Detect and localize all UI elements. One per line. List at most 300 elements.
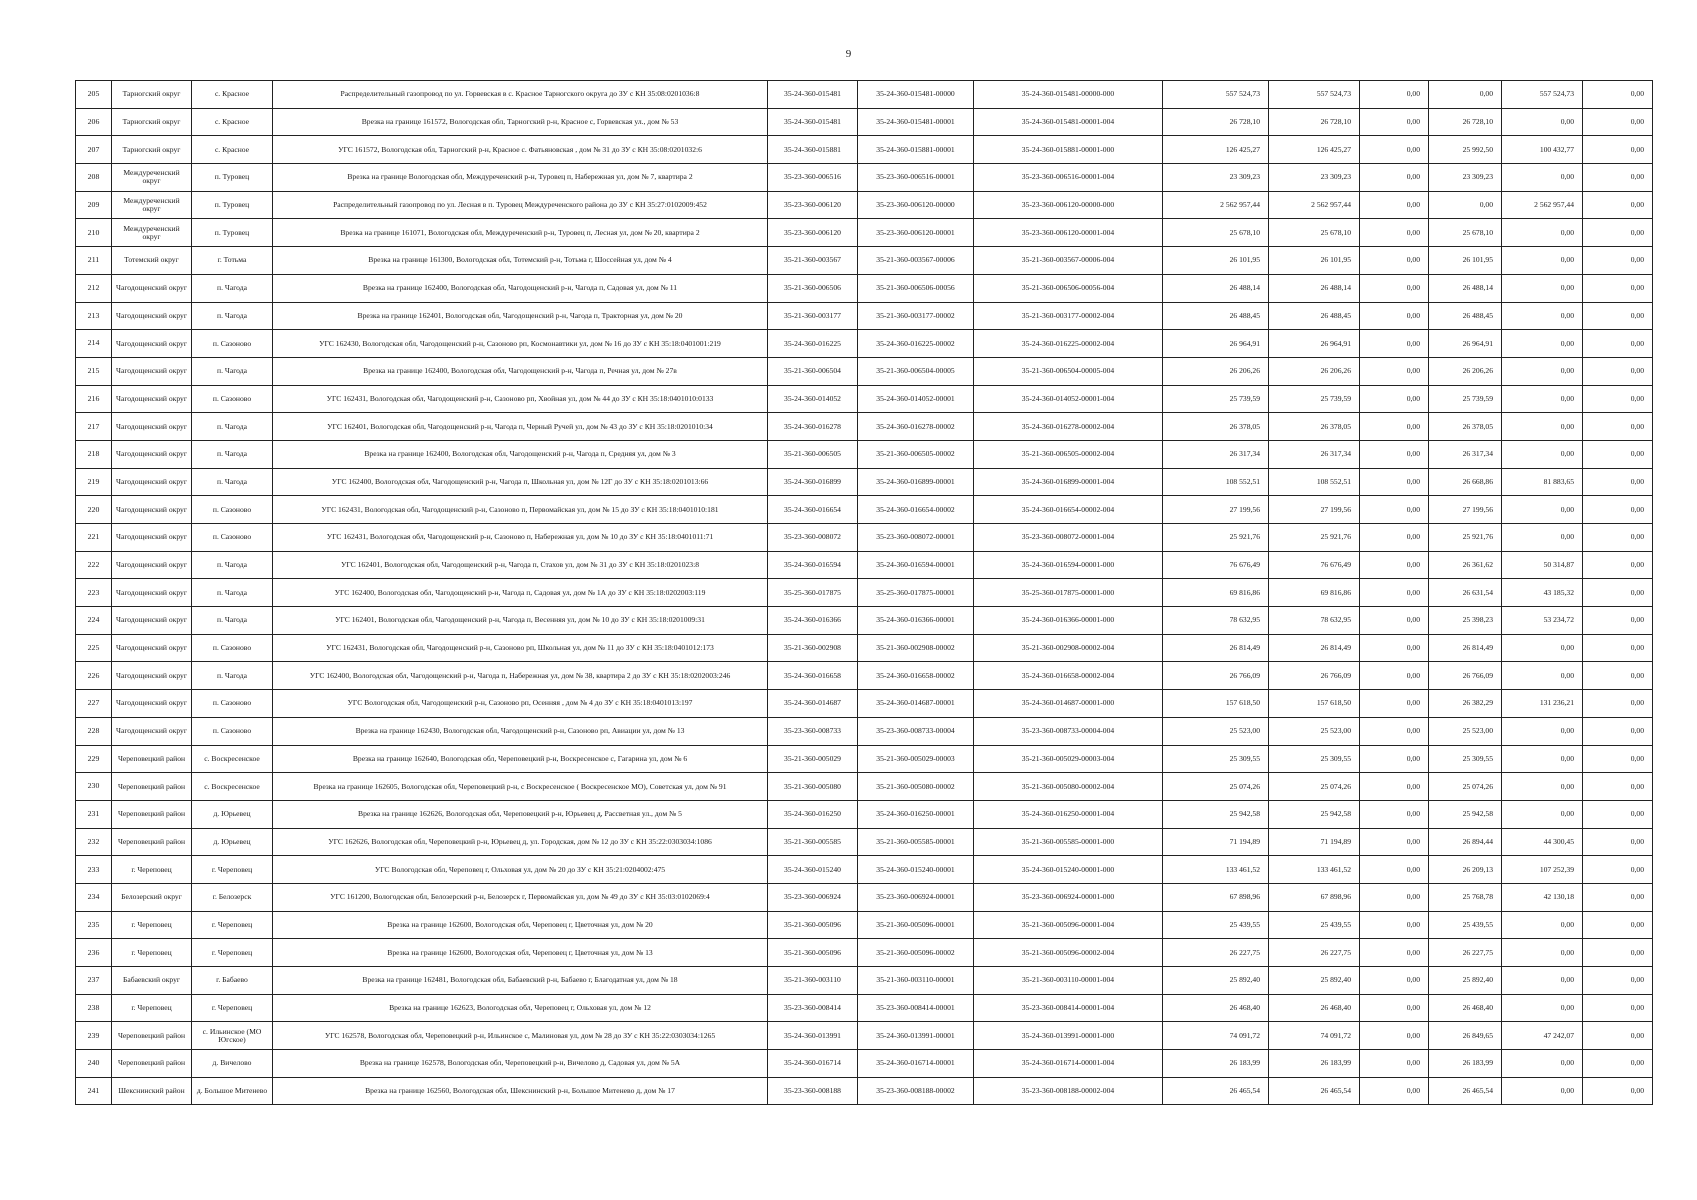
cell-inventory-code: 35-24-360-014687-00001-000 [974,690,1163,718]
cell-amount-col-6: 0,00 [1583,800,1653,828]
cell-amount-col-5: 2 562 957,44 [1502,191,1583,219]
cell-district: Чагодощенский округ [112,690,192,718]
cell-amount-col-3: 0,00 [1360,883,1429,911]
cell-district: Тарногский округ [112,136,192,164]
cell-settlement: с. Красное [192,81,273,109]
cell-settlement: п. Чагода [192,579,273,607]
cell-amount-col-2: 25 439,55 [1269,911,1360,939]
cell-amount-col-5: 557 524,73 [1502,81,1583,109]
cell-inventory-code: 35-24-360-016654-00002-004 [974,496,1163,524]
cell-district: Белозерский округ [112,883,192,911]
cell-amount-col-6: 0,00 [1583,468,1653,496]
cell-row-number: 208 [76,164,112,192]
cell-amount-col-4: 26 894,44 [1429,828,1502,856]
cell-object-description: УГС 162578, Вологодская обл, Череповецкий р-н, Ильинское с, Малиновая ул, дом № 28 до ЗУ с КН 35:22:0303034:1265 [273,1022,768,1050]
cell-object-code: 35-24-360-016366 [768,607,858,635]
cell-district: Череповецкий район [112,828,192,856]
cell-amount-total: 557 524,73 [1163,81,1269,109]
cell-settlement: г. Череповец [192,856,273,884]
cell-object-description: Врезка на границе 162401, Вологодская обл, Чагодощенский р-н, Чагода п, Тракторная ул, дом № 20 [273,302,768,330]
cell-object-code: 35-24-360-014687 [768,690,858,718]
cell-object-code: 35-24-360-016714 [768,1050,858,1078]
table-row [76,967,1653,995]
cell-settlement: г. Череповец [192,994,273,1022]
cell-amount-col-4: 26 209,13 [1429,856,1502,884]
cell-object-description: Врезка на границе Вологодская обл, Междуреченский р-н, Туровец п, Набережная ул, дом № 7, квартира 2 [273,164,768,192]
registry-table-body [76,81,1653,1105]
cell-inventory-code: 35-23-360-008188-00002-004 [974,1077,1163,1105]
table-row [76,662,1653,690]
cell-settlement: с. Красное [192,108,273,136]
cell-amount-col-5: 0,00 [1502,164,1583,192]
cell-inventory-code: 35-24-360-015481-00001-004 [974,108,1163,136]
cell-row-number: 219 [76,468,112,496]
cell-object-description: УГС 162431, Вологодская обл, Чагодощенский р-н, Сазоново п, Набережная ул, дом № 10 до ЗУ с КН 35:18:0401011:71 [273,524,768,552]
cell-amount-col-3: 0,00 [1360,496,1429,524]
cell-inventory-code: 35-21-360-005096-00002-004 [974,939,1163,967]
cell-amount-col-4: 26 814,49 [1429,634,1502,662]
cell-settlement: с. Красное [192,136,273,164]
cell-amount-col-2: 26 317,34 [1269,440,1360,468]
cell-amount-col-4: 26 378,05 [1429,413,1502,441]
cell-asset-code: 35-23-360-008414-00001 [858,994,974,1022]
cell-object-code: 35-21-360-005096 [768,911,858,939]
cell-district: Череповецкий район [112,773,192,801]
table-row [76,883,1653,911]
cell-amount-col-5: 47 242,07 [1502,1022,1583,1050]
cell-object-code: 35-21-360-006506 [768,274,858,302]
cell-amount-col-3: 0,00 [1360,440,1429,468]
cell-object-description: УГС 162400, Вологодская обл, Чагодощенский р-н, Чагода п, Набережная ул, дом № 38, квартира 2 до ЗУ с КН 35:18:0202003:246 [273,662,768,690]
cell-amount-col-2: 25 942,58 [1269,800,1360,828]
cell-amount-total: 133 461,52 [1163,856,1269,884]
cell-amount-col-3: 0,00 [1360,302,1429,330]
cell-amount-col-3: 0,00 [1360,357,1429,385]
cell-amount-col-5: 81 883,65 [1502,468,1583,496]
table-row [76,108,1653,136]
cell-amount-col-2: 26 814,49 [1269,634,1360,662]
cell-settlement: п. Чагода [192,551,273,579]
cell-settlement: д. Юрьевец [192,828,273,856]
cell-inventory-code: 35-23-360-006120-00001-004 [974,219,1163,247]
cell-amount-col-6: 0,00 [1583,164,1653,192]
cell-row-number: 214 [76,330,112,358]
cell-amount-col-5: 0,00 [1502,108,1583,136]
cell-asset-code: 35-23-360-006516-00001 [858,164,974,192]
cell-amount-col-2: 126 425,27 [1269,136,1360,164]
cell-amount-col-6: 0,00 [1583,330,1653,358]
cell-object-code: 35-21-360-006504 [768,357,858,385]
cell-object-description: УГС 162431, Вологодская обл, Чагодощенский р-н, Сазоново п, Первомайская ул, дом № 15 до ЗУ с КН 35:18:0401010:181 [273,496,768,524]
cell-amount-col-2: 69 816,86 [1269,579,1360,607]
cell-amount-total: 26 183,99 [1163,1050,1269,1078]
cell-settlement: п. Сазоново [192,496,273,524]
cell-amount-col-6: 0,00 [1583,911,1653,939]
cell-amount-col-5: 53 234,72 [1502,607,1583,635]
cell-object-code: 35-24-360-016899 [768,468,858,496]
cell-inventory-code: 35-21-360-003110-00001-004 [974,967,1163,995]
cell-amount-col-2: 71 194,89 [1269,828,1360,856]
cell-object-code: 35-21-360-006505 [768,440,858,468]
cell-amount-col-5: 0,00 [1502,440,1583,468]
cell-amount-total: 2 562 957,44 [1163,191,1269,219]
cell-settlement: п. Чагода [192,607,273,635]
cell-amount-total: 26 488,45 [1163,302,1269,330]
cell-object-code: 35-23-360-006120 [768,219,858,247]
cell-object-description: УГС 162431, Вологодская обл, Чагодощенский р-н, Сазоново рп, Хвойная ул, дом № 44 до ЗУ с КН 35:18:0401010:0133 [273,385,768,413]
cell-row-number: 228 [76,717,112,745]
cell-asset-code: 35-21-360-006504-00005 [858,357,974,385]
cell-amount-col-4: 26 964,91 [1429,330,1502,358]
cell-row-number: 237 [76,967,112,995]
cell-asset-code: 35-24-360-015481-00000 [858,81,974,109]
cell-asset-code: 35-23-360-008072-00001 [858,524,974,552]
cell-amount-col-6: 0,00 [1583,274,1653,302]
cell-row-number: 240 [76,1050,112,1078]
cell-object-description: Врезка на границе 162600, Вологодская обл, Череповец г, Цветочная ул, дом № 13 [273,939,768,967]
cell-object-description: УГС 162400, Вологодская обл, Чагодощенский р-н, Чагода п, Садовая ул, дом № 1А до ЗУ с КН 35:18:0202003:119 [273,579,768,607]
cell-amount-col-6: 0,00 [1583,745,1653,773]
cell-settlement: г. Тотьма [192,247,273,275]
cell-object-code: 35-24-360-014052 [768,385,858,413]
cell-amount-col-4: 25 739,59 [1429,385,1502,413]
cell-district: Тарногский округ [112,81,192,109]
cell-district: Чагодощенский округ [112,385,192,413]
cell-object-code: 35-23-360-006924 [768,883,858,911]
cell-amount-col-5: 0,00 [1502,524,1583,552]
table-row [76,800,1653,828]
table-row [76,136,1653,164]
cell-amount-col-3: 0,00 [1360,967,1429,995]
cell-settlement: п. Туровец [192,164,273,192]
cell-object-code: 35-21-360-005585 [768,828,858,856]
cell-amount-col-2: 25 892,40 [1269,967,1360,995]
cell-amount-col-2: 26 206,26 [1269,357,1360,385]
cell-amount-total: 25 942,58 [1163,800,1269,828]
cell-amount-col-6: 0,00 [1583,413,1653,441]
cell-amount-col-4: 26 317,34 [1429,440,1502,468]
cell-row-number: 230 [76,773,112,801]
table-row [76,690,1653,718]
cell-district: Тотемский округ [112,247,192,275]
cell-object-code: 35-23-360-008072 [768,524,858,552]
cell-inventory-code: 35-23-360-008414-00001-004 [974,994,1163,1022]
cell-district: г. Череповец [112,994,192,1022]
cell-asset-code: 35-24-360-014687-00001 [858,690,974,718]
cell-amount-col-3: 0,00 [1360,219,1429,247]
cell-object-code: 35-24-360-016658 [768,662,858,690]
cell-object-code: 35-25-360-017875 [768,579,858,607]
cell-object-description: УГС Вологодская обл, Чагодощенский р-н, Сазоново рп, Осенняя , дом № 4 до ЗУ с КН 35:18:0401013:197 [273,690,768,718]
cell-amount-col-4: 0,00 [1429,191,1502,219]
cell-amount-col-5: 0,00 [1502,773,1583,801]
cell-asset-code: 35-24-360-016714-00001 [858,1050,974,1078]
cell-amount-col-6: 0,00 [1583,662,1653,690]
cell-settlement: п. Чагода [192,662,273,690]
cell-inventory-code: 35-23-360-008733-00004-004 [974,717,1163,745]
cell-row-number: 234 [76,883,112,911]
cell-row-number: 239 [76,1022,112,1050]
cell-amount-col-2: 157 618,50 [1269,690,1360,718]
cell-amount-col-2: 26 227,75 [1269,939,1360,967]
cell-settlement: г. Бабаево [192,967,273,995]
cell-inventory-code: 35-24-360-015240-00001-000 [974,856,1163,884]
cell-row-number: 222 [76,551,112,579]
table-row [76,468,1653,496]
cell-object-code: 35-23-360-008733 [768,717,858,745]
cell-settlement: д. Вичелово [192,1050,273,1078]
cell-inventory-code: 35-24-360-016225-00002-004 [974,330,1163,358]
cell-amount-col-4: 26 728,10 [1429,108,1502,136]
cell-amount-col-5: 0,00 [1502,911,1583,939]
cell-asset-code: 35-24-360-016225-00002 [858,330,974,358]
cell-amount-total: 26 101,95 [1163,247,1269,275]
cell-settlement: п. Сазоново [192,524,273,552]
cell-inventory-code: 35-23-360-006516-00001-004 [974,164,1163,192]
cell-row-number: 241 [76,1077,112,1105]
cell-object-description: Врезка на границе 162400, Вологодская обл, Чагодощенский р-н, Чагода п, Садовая ул, дом № 11 [273,274,768,302]
cell-settlement: п. Чагода [192,440,273,468]
cell-inventory-code: 35-21-360-006505-00002-004 [974,440,1163,468]
cell-amount-total: 25 678,10 [1163,219,1269,247]
cell-object-description: УГС 161200, Вологодская обл, Белозерский р-н, Белозерск г, Первомайская ул, дом № 49 до ЗУ с КН 35:03:0102069:4 [273,883,768,911]
cell-row-number: 238 [76,994,112,1022]
cell-object-description: Врезка на границе 162430, Вологодская обл, Чагодощенский р-н, Сазоново рп, Авиации ул, дом № 13 [273,717,768,745]
cell-district: Чагодощенский округ [112,717,192,745]
cell-amount-col-2: 2 562 957,44 [1269,191,1360,219]
cell-district: Тарногский округ [112,108,192,136]
cell-amount-col-3: 0,00 [1360,939,1429,967]
cell-row-number: 212 [76,274,112,302]
cell-amount-col-4: 26 227,75 [1429,939,1502,967]
cell-amount-total: 25 439,55 [1163,911,1269,939]
cell-object-description: Врезка на границе 162400, Вологодская обл, Чагодощенский р-н, Чагода п, Речная ул, дом № 27в [273,357,768,385]
cell-amount-total: 26 465,54 [1163,1077,1269,1105]
cell-amount-col-3: 0,00 [1360,800,1429,828]
cell-object-code: 35-21-360-005029 [768,745,858,773]
cell-amount-col-5: 100 432,77 [1502,136,1583,164]
cell-amount-col-6: 0,00 [1583,440,1653,468]
cell-amount-col-6: 0,00 [1583,994,1653,1022]
cell-amount-col-5: 44 300,45 [1502,828,1583,856]
cell-asset-code: 35-21-360-003177-00002 [858,302,974,330]
cell-amount-col-4: 26 488,45 [1429,302,1502,330]
table-row [76,773,1653,801]
cell-amount-col-4: 27 199,56 [1429,496,1502,524]
cell-amount-col-5: 50 314,87 [1502,551,1583,579]
cell-object-code: 35-23-360-008414 [768,994,858,1022]
cell-object-description: УГС 162431, Вологодская обл, Чагодощенский р-н, Сазоново рп, Школьная ул, дом № 11 до ЗУ с КН 35:18:0401012:173 [273,634,768,662]
table-row [76,634,1653,662]
cell-amount-total: 26 814,49 [1163,634,1269,662]
table-row [76,81,1653,109]
cell-amount-col-2: 26 488,14 [1269,274,1360,302]
cell-amount-col-2: 67 898,96 [1269,883,1360,911]
cell-object-description: УГС Вологодская обл, Череповец г, Ольховая ул, дом № 20 до ЗУ с КН 35:21:0204002:475 [273,856,768,884]
cell-settlement: п. Чагода [192,274,273,302]
cell-asset-code: 35-23-360-006924-00001 [858,883,974,911]
cell-amount-col-2: 26 728,10 [1269,108,1360,136]
cell-district: Междуреченский округ [112,164,192,192]
cell-row-number: 220 [76,496,112,524]
cell-inventory-code: 35-21-360-006506-00056-004 [974,274,1163,302]
cell-amount-col-6: 0,00 [1583,219,1653,247]
cell-amount-total: 25 309,55 [1163,745,1269,773]
table-row [76,994,1653,1022]
table-row [76,939,1653,967]
cell-amount-col-6: 0,00 [1583,302,1653,330]
cell-settlement: п. Сазоново [192,717,273,745]
cell-settlement: п. Сазоново [192,690,273,718]
cell-object-description: УГС 161572, Вологодская обл, Тарногский р-н, Красное с. Фатьяновская , дом № 31 до ЗУ с КН 35:08:0201032:6 [273,136,768,164]
cell-amount-col-5: 0,00 [1502,800,1583,828]
cell-settlement: с. Воскресенское [192,773,273,801]
cell-amount-col-6: 0,00 [1583,690,1653,718]
cell-object-code: 35-24-360-015240 [768,856,858,884]
cell-row-number: 213 [76,302,112,330]
cell-amount-col-5: 42 130,18 [1502,883,1583,911]
cell-amount-col-4: 25 678,10 [1429,219,1502,247]
cell-asset-code: 35-24-360-016899-00001 [858,468,974,496]
cell-amount-col-6: 0,00 [1583,524,1653,552]
cell-asset-code: 35-23-360-008733-00004 [858,717,974,745]
cell-amount-total: 76 676,49 [1163,551,1269,579]
cell-amount-col-6: 0,00 [1583,634,1653,662]
cell-amount-col-3: 0,00 [1360,385,1429,413]
cell-amount-col-4: 26 488,14 [1429,274,1502,302]
cell-object-description: УГС 162626, Вологодская обл, Череповецкий р-н, Юрьевец д, ул. Городская, дом № 12 до ЗУ с КН 35:22:0303034:1086 [273,828,768,856]
cell-amount-col-4: 26 183,99 [1429,1050,1502,1078]
cell-object-code: 35-21-360-003567 [768,247,858,275]
cell-object-code: 35-24-360-016654 [768,496,858,524]
cell-amount-col-2: 133 461,52 [1269,856,1360,884]
cell-amount-col-4: 26 631,54 [1429,579,1502,607]
cell-amount-total: 26 728,10 [1163,108,1269,136]
cell-amount-col-5: 0,00 [1502,994,1583,1022]
cell-amount-col-4: 26 465,54 [1429,1077,1502,1105]
cell-object-code: 35-21-360-003177 [768,302,858,330]
cell-amount-col-6: 0,00 [1583,385,1653,413]
cell-asset-code: 35-24-360-014052-00001 [858,385,974,413]
cell-amount-col-2: 25 074,26 [1269,773,1360,801]
cell-settlement: г. Череповец [192,911,273,939]
cell-object-code: 35-21-360-002908 [768,634,858,662]
cell-inventory-code: 35-23-360-006924-00001-000 [974,883,1163,911]
cell-amount-col-4: 0,00 [1429,81,1502,109]
cell-inventory-code: 35-21-360-005096-00001-004 [974,911,1163,939]
cell-inventory-code: 35-21-360-002908-00002-004 [974,634,1163,662]
table-row [76,440,1653,468]
cell-amount-col-6: 0,00 [1583,579,1653,607]
cell-asset-code: 35-21-360-005585-00001 [858,828,974,856]
cell-amount-col-4: 25 768,78 [1429,883,1502,911]
cell-amount-col-4: 26 849,65 [1429,1022,1502,1050]
cell-district: Чагодощенский округ [112,274,192,302]
cell-settlement: д. Юрьевец [192,800,273,828]
cell-amount-col-3: 0,00 [1360,911,1429,939]
cell-amount-total: 25 892,40 [1163,967,1269,995]
cell-row-number: 236 [76,939,112,967]
cell-asset-code: 35-24-360-016366-00001 [858,607,974,635]
cell-asset-code: 35-21-360-006505-00002 [858,440,974,468]
cell-object-code: 35-24-360-013991 [768,1022,858,1050]
cell-district: Чагодощенский округ [112,302,192,330]
cell-settlement: г. Череповец [192,939,273,967]
cell-amount-total: 157 618,50 [1163,690,1269,718]
cell-object-code: 35-21-360-003110 [768,967,858,995]
cell-amount-col-2: 26 465,54 [1269,1077,1360,1105]
cell-amount-col-4: 26 382,29 [1429,690,1502,718]
cell-inventory-code: 35-24-360-015881-00001-000 [974,136,1163,164]
cell-amount-col-3: 0,00 [1360,856,1429,884]
cell-asset-code: 35-23-360-008188-00002 [858,1077,974,1105]
cell-district: г. Череповец [112,911,192,939]
cell-amount-col-5: 0,00 [1502,274,1583,302]
cell-row-number: 235 [76,911,112,939]
registry-table [75,80,1653,1105]
cell-asset-code: 35-23-360-006120-00001 [858,219,974,247]
cell-district: Чагодощенский округ [112,468,192,496]
cell-amount-col-5: 0,00 [1502,1077,1583,1105]
cell-asset-code: 35-21-360-005096-00001 [858,911,974,939]
cell-object-description: Врезка на границе 161300, Вологодская обл, Тотемский р-н, Тотьма г, Шоссейная ул, дом № 4 [273,247,768,275]
cell-amount-col-6: 0,00 [1583,108,1653,136]
cell-object-code: 35-24-360-016225 [768,330,858,358]
cell-amount-col-3: 0,00 [1360,468,1429,496]
cell-row-number: 216 [76,385,112,413]
table-row [76,219,1653,247]
cell-district: Междуреченский округ [112,191,192,219]
cell-row-number: 233 [76,856,112,884]
cell-amount-col-6: 0,00 [1583,357,1653,385]
cell-amount-col-2: 76 676,49 [1269,551,1360,579]
cell-object-description: Врезка на границе 161572, Вологодская обл, Тарногский р-н, Красное с, Горвевская ул., дом № 53 [273,108,768,136]
cell-amount-col-6: 0,00 [1583,939,1653,967]
cell-amount-col-3: 0,00 [1360,524,1429,552]
cell-district: Чагодощенский округ [112,607,192,635]
cell-inventory-code: 35-23-360-008072-00001-004 [974,524,1163,552]
cell-object-code: 35-23-360-008188 [768,1077,858,1105]
cell-asset-code: 35-21-360-003567-00006 [858,247,974,275]
cell-amount-col-2: 25 921,76 [1269,524,1360,552]
table-row [76,1022,1653,1050]
cell-amount-col-2: 26 766,09 [1269,662,1360,690]
cell-amount-col-4: 25 523,00 [1429,717,1502,745]
cell-amount-col-6: 0,00 [1583,1077,1653,1105]
cell-inventory-code: 35-21-360-005029-00003-004 [974,745,1163,773]
cell-inventory-code: 35-21-360-003177-00002-004 [974,302,1163,330]
cell-district: Шекснинский район [112,1077,192,1105]
cell-amount-col-3: 0,00 [1360,81,1429,109]
cell-inventory-code: 35-21-360-005080-00002-004 [974,773,1163,801]
cell-amount-col-2: 78 632,95 [1269,607,1360,635]
cell-row-number: 211 [76,247,112,275]
cell-amount-col-5: 0,00 [1502,357,1583,385]
cell-amount-col-6: 0,00 [1583,717,1653,745]
table-row [76,828,1653,856]
cell-object-description: Врезка на границе 162481, Вологодская обл, Бабаевский р-н, Бабаево г, Благодатная ул, дом № 18 [273,967,768,995]
cell-district: Бабаевский округ [112,967,192,995]
cell-amount-col-6: 0,00 [1583,883,1653,911]
cell-amount-total: 25 074,26 [1163,773,1269,801]
cell-object-code: 35-24-360-016278 [768,413,858,441]
cell-amount-col-6: 0,00 [1583,856,1653,884]
cell-amount-col-2: 557 524,73 [1269,81,1360,109]
cell-amount-col-2: 26 183,99 [1269,1050,1360,1078]
cell-amount-col-3: 0,00 [1360,108,1429,136]
cell-amount-total: 126 425,27 [1163,136,1269,164]
cell-amount-col-5: 0,00 [1502,330,1583,358]
